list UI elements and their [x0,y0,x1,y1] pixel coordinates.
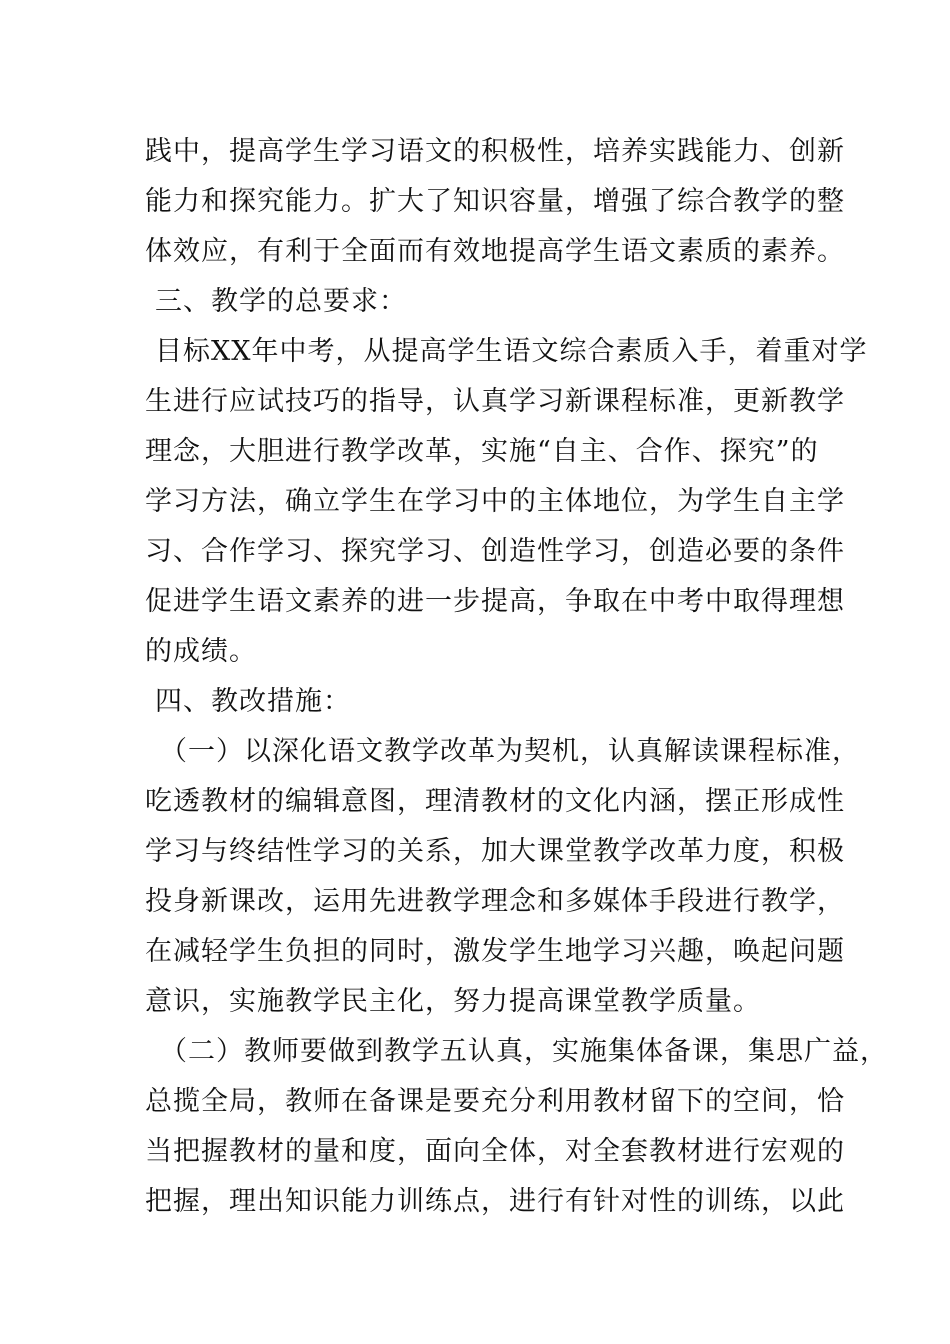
text-line: 把握，理出知识能力训练点，进行有针对性的训练，以此 [145,1186,845,1217]
section-heading: 三、教学的总要求： [155,286,407,317]
text-line: 在减轻学生负担的同时，激发学生地学习兴趣，唤起问题 [145,936,845,967]
text-line: 当把握教材的量和度，面向全体，对全套教材进行宏观的 [145,1136,845,1167]
text-line: 总揽全局，教师在备课是要充分利用教材留下的空间，恰 [145,1086,845,1117]
text-line: （一）以深化语文教学改革为契机，认真解读课程标准， [160,736,860,767]
text-line: 践中，提高学生学习语文的积极性，培养实践能力、创新 [145,136,845,167]
text-line: 理念，大胆进行教学改革，实施“自主、合作、探究”的 [145,436,819,467]
text-line: 的成绩。 [145,636,257,667]
text-line: 能力和探究能力。扩大了知识容量，增强了综合教学的整 [145,186,845,217]
text-line: 意识，实施教学民主化，努力提高课堂教学质量。 [145,986,761,1017]
text-line: 学习与终结性学习的关系，加大课堂教学改革力度，积极 [145,836,845,867]
section-heading: 四、教改措施： [155,686,351,717]
text-line: 吃透教材的编辑意图，理清教材的文化内涵，摆正形成性 [145,786,845,817]
text-line: 生进行应试技巧的指导，认真学习新课程标准，更新教学 [145,386,845,417]
text-line: 体效应，有利于全面而有效地提高学生语文素质的素养。 [145,236,845,267]
text-line: 习、合作学习、探究学习、创造性学习，创造必要的条件 [145,536,845,567]
text-line: 学习方法，确立学生在学习中的主体地位，为学生自主学 [145,486,845,517]
text-line: （二）教师要做到教学五认真，实施集体备课，集思广益， [160,1036,888,1067]
text-line: 投身新课改，运用先进教学理念和多媒体手段进行教学， [145,886,845,917]
text-line: 目标XX年中考，从提高学生语文综合素质入手，着重对学 [155,336,868,367]
text-line: 促进学生语文素养的进一步提高，争取在中考中取得理想 [145,586,845,617]
